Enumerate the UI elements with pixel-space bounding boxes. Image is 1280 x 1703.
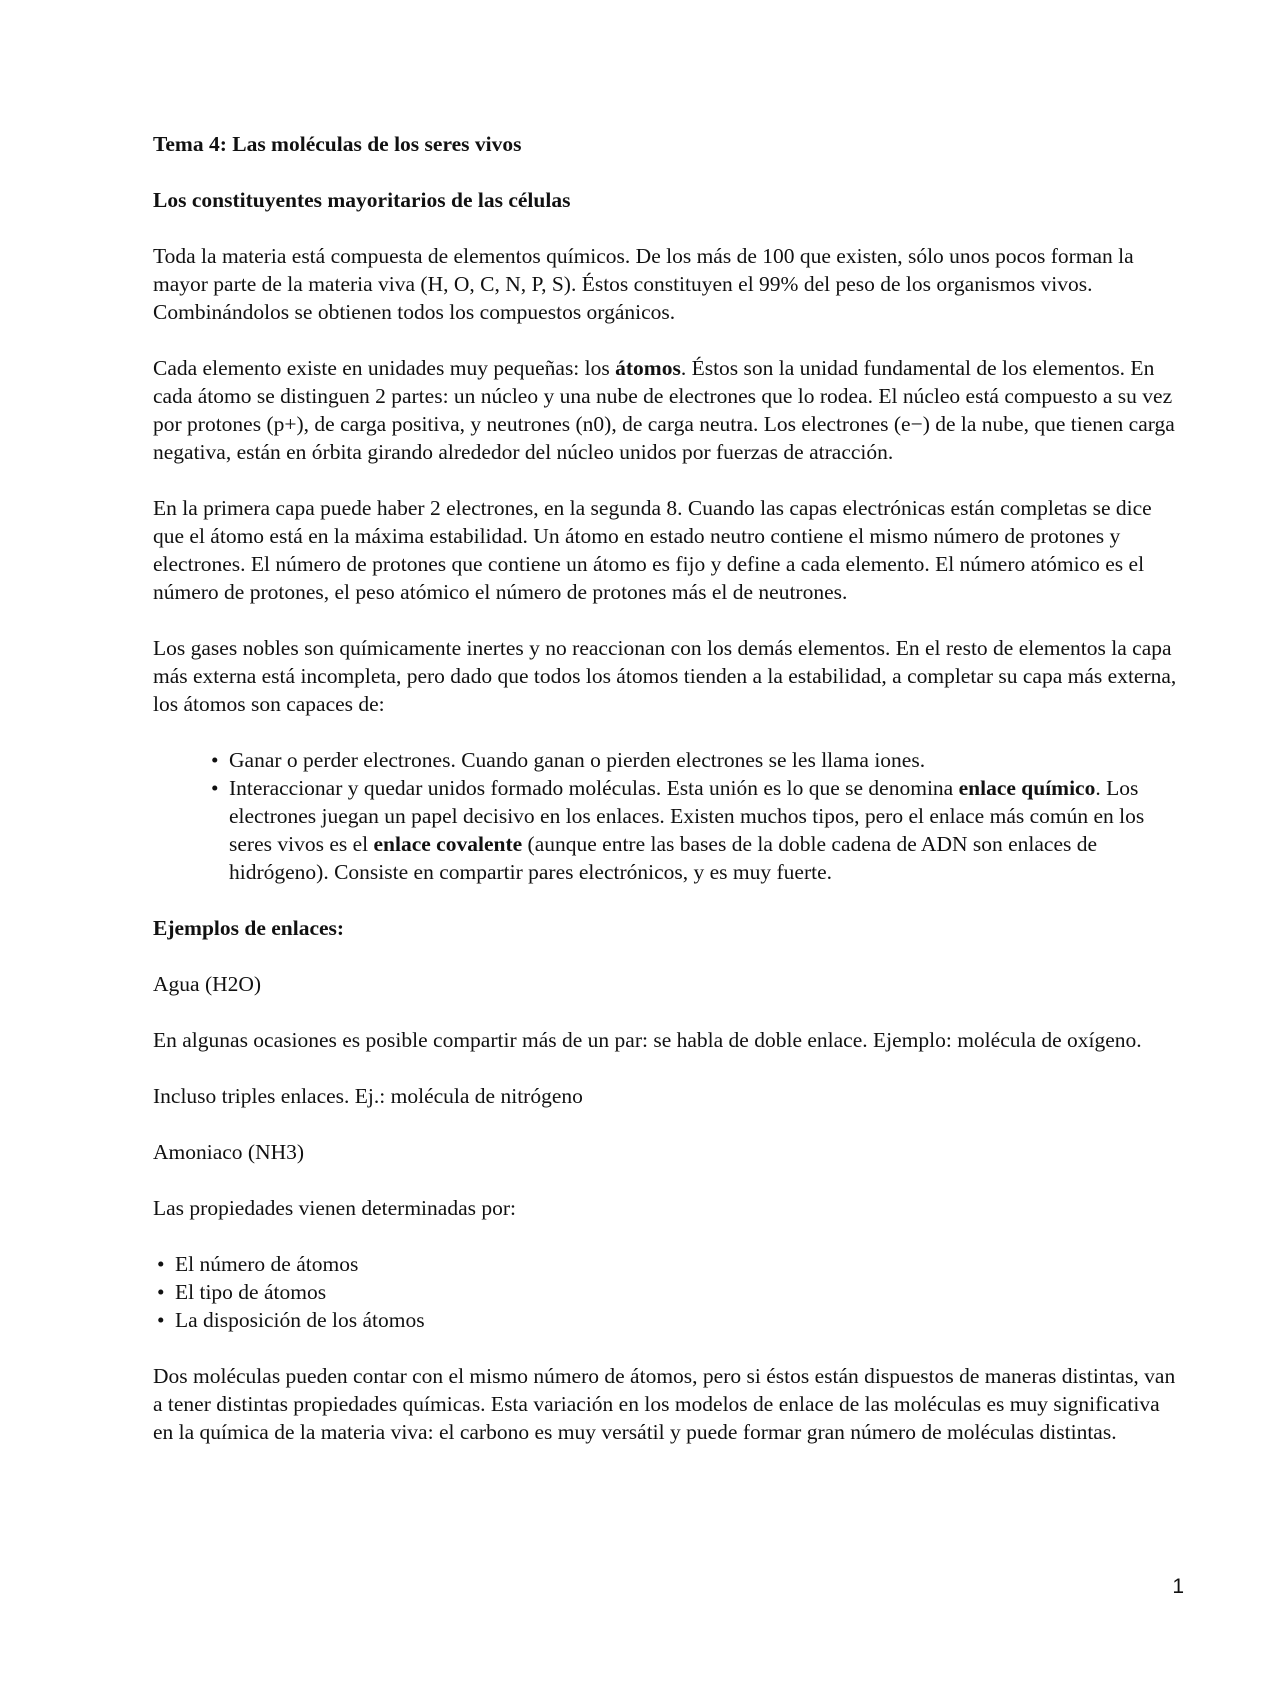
- list-item: • El tipo de átomos: [153, 1278, 1183, 1306]
- paragraph-atoms: [153, 354, 1183, 466]
- list-item: • Ganar o perder electrones. Cuando ganan o pierden electrones se les llama iones.: [153, 746, 1183, 774]
- paragraph-conclusion: Dos moléculas pueden contar con el mismo número de átomos, pero si éstos están dispuestos de maneras distintas, van a tener distintas propiedades químicas. Esta variación en los modelos de enlace de las moléculas es muy significativa en la química de la materia viva: el carbono es muy versátil y puede formar gran número de moléculas distintas.: [153, 1364, 1176, 1444]
- page-title: Tema 4: Las moléculas de los seres vivos: [153, 132, 522, 156]
- list-item: • La disposición de los átomos: [153, 1306, 1183, 1334]
- paragraph-ammonia: Amoniaco (NH3): [153, 1140, 305, 1164]
- bold-term-atomos: átomos: [615, 356, 681, 380]
- paragraph-noble-gases: Los gases nobles son químicamente inertes y no reaccionan con los demás elementos. En el resto de elementos la capa más externa está incompleta, pero dado que todos los átomos tienden a la estabilidad, a completar su capa más externa, los átomos son capaces de:: [153, 636, 1177, 716]
- list-item: • El número de átomos: [153, 1250, 1183, 1278]
- bullet-list-properties: [153, 1250, 1183, 1334]
- paragraph-water: Agua (H2O): [153, 972, 262, 996]
- paragraph-electron-shells: En la primera capa puede haber 2 electrones, en la segunda 8. Cuando las capas electrónicas están completas se dice que el átomo está en la máxima estabilidad. Un átomo en estado neutro contiene el mismo número de protones y electrones. El número de protones que contiene un átomo es fijo y define a cada elemento. El número atómico es el número de protones, el peso atómico el número de protones más el de neutrones.: [153, 496, 1152, 604]
- examples-heading: Ejemplos de enlaces:: [153, 916, 345, 940]
- section-heading: Los constituyentes mayoritarios de las células: [153, 188, 571, 212]
- list-item: [153, 774, 1183, 886]
- text-run: Cada elemento existe en unidades muy pequeñas: los: [153, 356, 616, 380]
- paragraph-double-bond: En algunas ocasiones es posible compartir más de un par: se habla de doble enlace. Ejemplo: molécula de oxígeno.: [153, 1028, 1142, 1052]
- text-run: (aunque entre las bases de la doble cadena de ADN son enlaces de hidrógeno). Consiste en compartir pares electrónicos, y es muy fuerte.: [229, 832, 1098, 884]
- bold-term-enlace-quimico: enlace químico: [958, 776, 1096, 800]
- paragraph-triple-bond: Incluso triples enlaces. Ej.: molécula de nitrógeno: [153, 1084, 583, 1108]
- paragraph-properties: Las propiedades vienen determinadas por:: [153, 1196, 516, 1220]
- bold-term-enlace-covalente: enlace covalente: [373, 832, 523, 856]
- page-content: [153, 130, 1183, 1474]
- page-number: 1: [1172, 1575, 1184, 1598]
- text-run: Interaccionar y quedar unidos formado moléculas. Esta unión es lo que se denomina: [229, 776, 959, 800]
- paragraph-elements: Toda la materia está compuesta de elementos químicos. De los más de 100 que existen, sólo unos pocos forman la mayor parte de la materia viva (H, O, C, N, P, S). Éstos constituyen el 99% del peso de los organismos vivos. Combinándolos se obtienen todos los compuestos orgánicos.: [153, 244, 1134, 324]
- bullet-list-atom-capabilities: [153, 746, 1183, 886]
- text-run: . Los electrones juegan un papel decisivo en los enlaces. Existen muchos tipos, pero el enlace más común en los seres vivos es el: [229, 776, 1145, 856]
- text-run: . Éstos son la unidad fundamental de los elementos. En cada átomo se distinguen 2 partes: un núcleo y una nube de electrones que lo rodea. El núcleo está compuesto a su vez por protones (p+), de carga positiva, y neutrones (n0), de carga neutra. Los electrones (e−) de la nube, que tienen carga negativa, están en órbita girando alrededor del núcleo unidos por fuerzas de atracción.: [153, 356, 1175, 464]
